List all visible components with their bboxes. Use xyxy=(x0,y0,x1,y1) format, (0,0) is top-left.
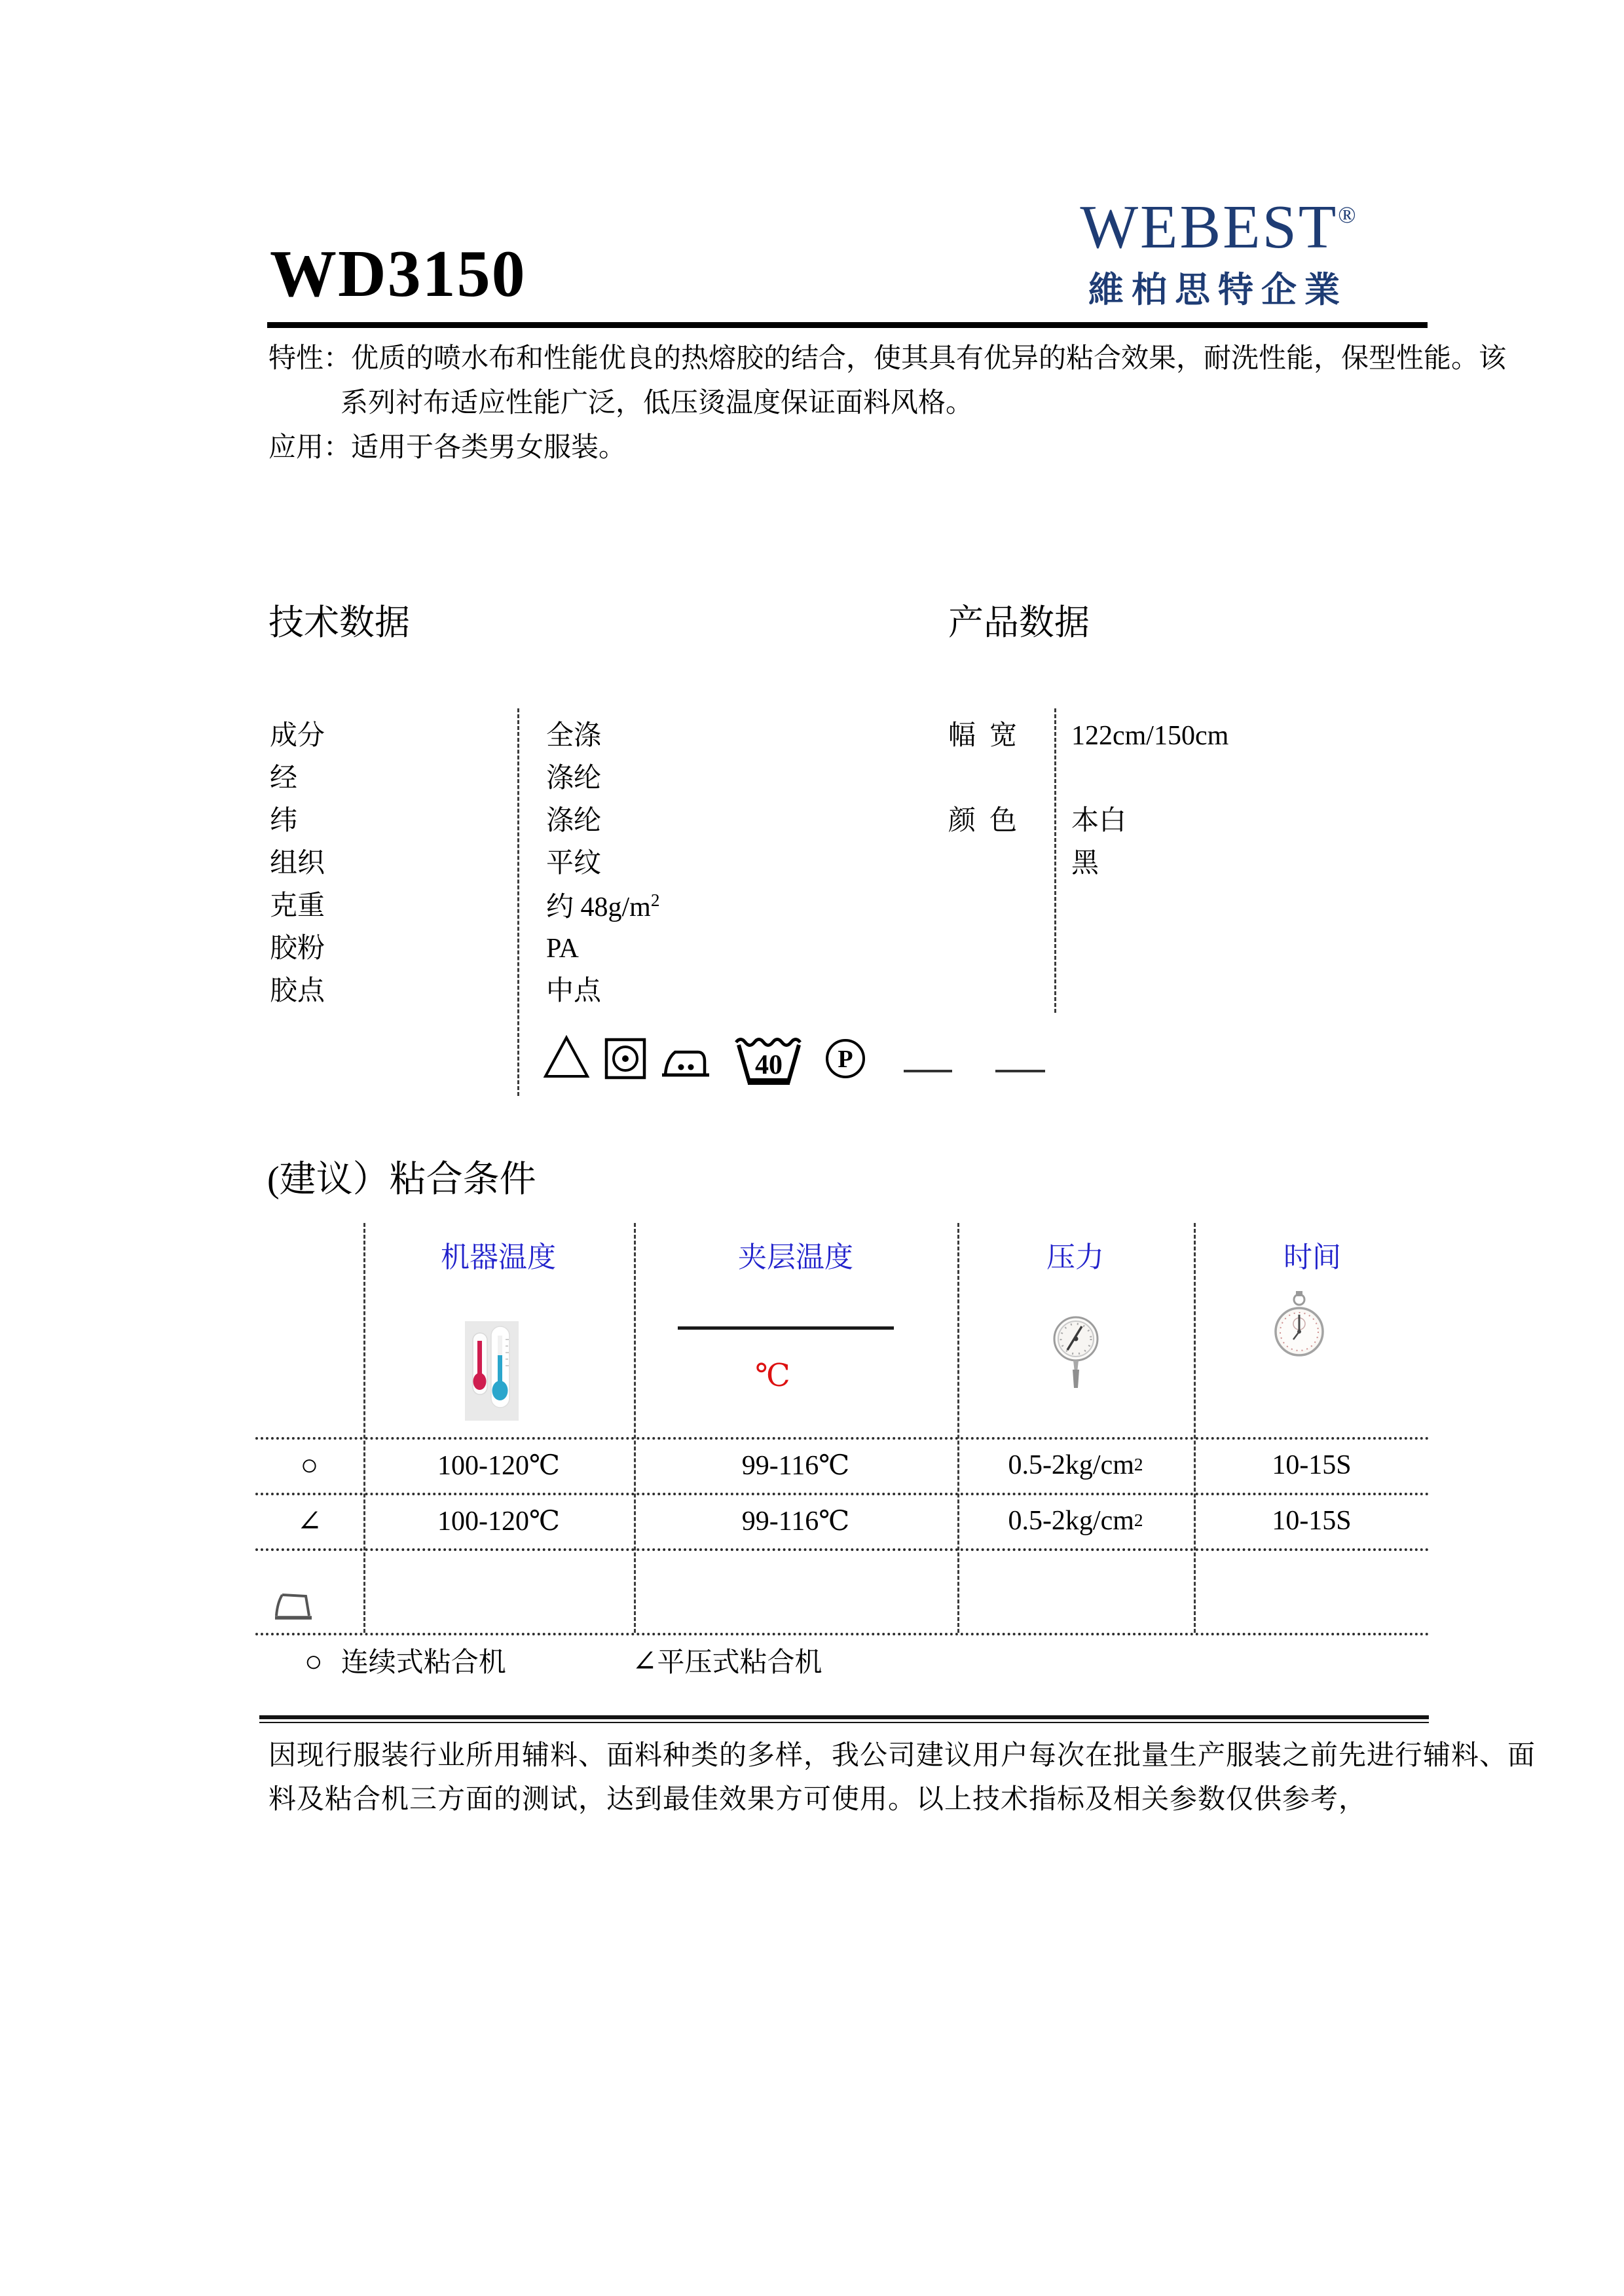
tech-spec-label: 纬 xyxy=(270,806,298,836)
legend-flat-press-machine xyxy=(632,1641,822,1680)
tech-spec-label: 克重 xyxy=(270,891,325,921)
product-color-value-2: 黑 xyxy=(1071,848,1099,879)
weight-value-text: 约 48g/m xyxy=(546,892,651,922)
bonding-conditions-title: (建议）粘合条件 xyxy=(267,1159,536,1200)
table-column-divider xyxy=(363,1223,365,1633)
tech-divider-line xyxy=(517,708,519,1096)
product-title: WD3150 xyxy=(270,237,526,311)
tech-spec-label: 经 xyxy=(270,763,298,793)
tumble-dry-icon xyxy=(604,1037,647,1084)
tech-spec-value xyxy=(546,889,660,925)
registered-trademark: ® xyxy=(1338,202,1356,228)
brand-wordmark xyxy=(1074,193,1362,261)
bonding-header-time: 时间 xyxy=(1283,1241,1341,1273)
tech-spec-label: 胶粉 xyxy=(270,934,325,964)
feature-text-1: 优质的喷水布和性能优良的热熔胶的结合，使其具有优异的粘合效果，耐洗性能，保型性能。该 xyxy=(351,344,1507,374)
feature-line-1 xyxy=(268,342,1506,376)
brand-wordmark-text: WEBEST xyxy=(1080,193,1338,261)
bonding-pressure-value xyxy=(957,1493,1194,1548)
footer-rule xyxy=(259,1715,1429,1723)
application-line xyxy=(268,431,626,465)
table-column-divider xyxy=(957,1223,959,1633)
placeholder-dash xyxy=(995,1070,1045,1072)
bonding-machine-temp-value: 100-120℃ xyxy=(437,1450,560,1481)
product-data-title: 产品数据 xyxy=(948,603,1090,642)
tech-spec-value: 平纹 xyxy=(546,848,602,879)
tech-data-title: 技术数据 xyxy=(268,603,410,642)
product-color-label: 颜 色 xyxy=(948,806,1018,836)
feature-line-2: 系列衬布适应性能广泛，低压烫温度保证面料风格。 xyxy=(341,388,974,418)
bonding-interlayer-temp-value: 99-116℃ xyxy=(741,1506,850,1537)
tech-spec-value: 涤纶 xyxy=(546,763,602,793)
tech-spec-value: PA xyxy=(546,934,579,964)
flat-press-machine-symbol: ∠ xyxy=(632,1645,657,1678)
pressure-gauge-icon xyxy=(1053,1309,1099,1399)
bonding-time-value: 10-15S xyxy=(1272,1505,1352,1536)
disclaimer-line-1: 因现行服装行业所用辅料、面料种类的多样，我公司建议用户每次在批量生产服装之前先进行辅料、面 xyxy=(268,1741,1536,1771)
table-column-divider xyxy=(634,1223,636,1633)
bonding-time-value: 10-15S xyxy=(1272,1449,1352,1480)
brand-logo xyxy=(1074,193,1362,312)
bleach-triangle-icon xyxy=(542,1034,591,1084)
bonding-row-symbol: ○ xyxy=(300,1448,319,1482)
tech-spec-label: 成分 xyxy=(270,721,325,751)
bonding-pressure-value xyxy=(957,1437,1194,1493)
feature-label: 特性： xyxy=(268,344,352,374)
continuous-machine-label: 连续式粘合机 xyxy=(341,1648,506,1678)
tech-spec-value: 中点 xyxy=(546,976,602,1006)
product-width-value: 122cm/150cm xyxy=(1071,721,1229,751)
bonding-header-machine-temp: 机器温度 xyxy=(441,1241,556,1273)
weight-value-superscript: 2 xyxy=(650,890,660,910)
iron-icon xyxy=(660,1042,711,1085)
brand-chinese-name: 維柏思特企業 xyxy=(1088,270,1348,310)
bonding-conditions-table xyxy=(255,1223,1430,1633)
bonding-interlayer-temp-value: 99-116℃ xyxy=(741,1450,850,1481)
header-rule xyxy=(267,322,1428,328)
table-row-divider xyxy=(255,1633,1430,1635)
flat-press-machine-label: 平压式粘合机 xyxy=(657,1648,822,1678)
bonding-header-interlayer-temp: 夹层温度 xyxy=(738,1241,853,1273)
placeholder-dash xyxy=(904,1070,952,1072)
dry-clean-p-icon xyxy=(824,1037,867,1084)
product-divider-line xyxy=(1054,708,1056,1013)
table-row-divider xyxy=(255,1548,1430,1551)
interlayer-temp-line xyxy=(678,1326,894,1330)
stopwatch-icon xyxy=(1274,1290,1325,1362)
wash-temp-number: 40 xyxy=(755,1050,783,1080)
continuous-machine-symbol: ○ xyxy=(304,1645,323,1678)
product-width-label: 幅 宽 xyxy=(948,721,1018,751)
tech-spec-label: 胶点 xyxy=(270,976,325,1006)
table-column-divider xyxy=(1194,1223,1196,1633)
application-label: 应用： xyxy=(268,433,352,463)
tech-spec-label: 组织 xyxy=(270,848,325,879)
bonding-machine-temp-value: 100-120℃ xyxy=(437,1506,560,1537)
bonding-header-pressure: 压力 xyxy=(1046,1241,1104,1273)
dry-clean-letter: P xyxy=(838,1046,853,1073)
pressure-value-text: 0.5-2kg/cm xyxy=(1008,1505,1134,1536)
pressure-value-text: 0.5-2kg/cm xyxy=(1008,1449,1134,1480)
wash-40-icon xyxy=(732,1032,805,1091)
bonding-row-symbol: ∠ xyxy=(297,1504,322,1538)
product-color-value-1: 本白 xyxy=(1071,806,1127,836)
tech-spec-value: 涤纶 xyxy=(546,806,602,836)
legend-continuous-machine xyxy=(304,1641,506,1680)
disclaimer-line-2: 料及粘合机三方面的测试，达到最佳效果方可使用。以上技术指标及相关参数仅供参考， xyxy=(268,1785,1367,1815)
pressure-value-superscript: 2 xyxy=(1134,1455,1143,1474)
iron-machine-icon xyxy=(274,1590,316,1627)
tech-spec-value: 全涤 xyxy=(546,721,602,751)
thermometer-icon xyxy=(465,1321,519,1424)
celsius-symbol: ℃ xyxy=(755,1358,790,1393)
application-text: 适用于各类男女服装。 xyxy=(351,433,627,463)
pressure-value-superscript: 2 xyxy=(1134,1510,1143,1530)
